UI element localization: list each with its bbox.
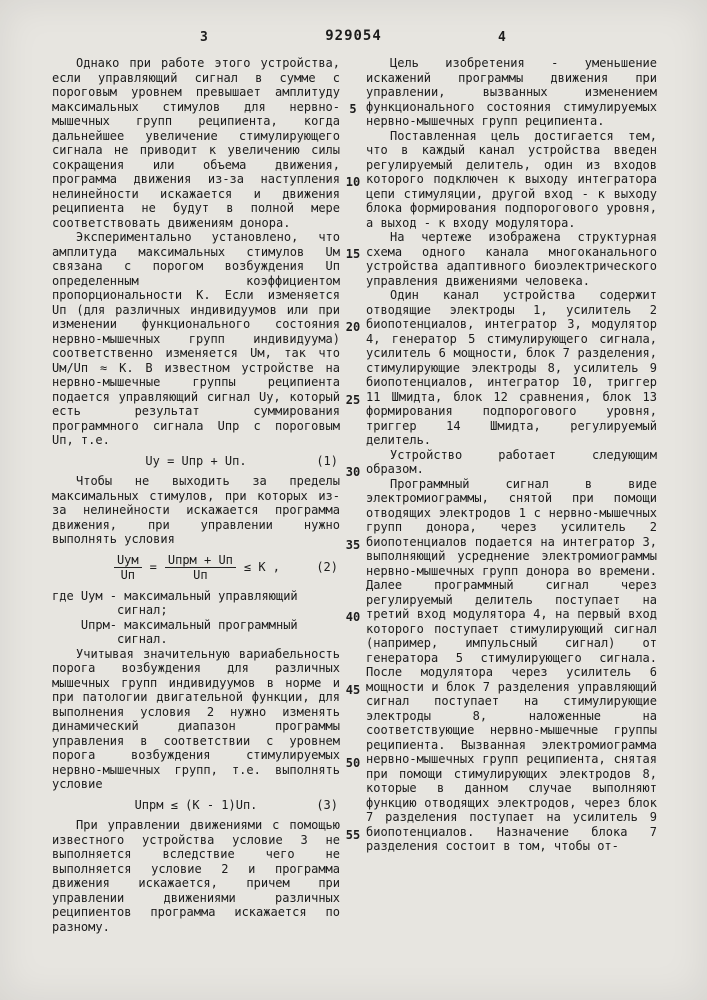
line-number: 55 bbox=[345, 828, 361, 842]
formula-text: Uу = Uпр + Uп. bbox=[145, 453, 247, 468]
line-number: 5 bbox=[349, 102, 357, 116]
line-number: 30 bbox=[345, 465, 361, 479]
line-number: 10 bbox=[345, 175, 361, 189]
fraction-denominator: Uп bbox=[120, 568, 136, 582]
right-column bbox=[366, 56, 657, 934]
fraction-numerator: Uпрм + Uп bbox=[165, 553, 236, 569]
line-numbers bbox=[340, 56, 366, 934]
left-column bbox=[52, 56, 340, 934]
fraction bbox=[114, 553, 142, 583]
formula-1 bbox=[52, 454, 340, 469]
fraction bbox=[165, 553, 236, 583]
paragraph: Экспериментально установлено, что амплитуда максимальных стимулов Uм связана с порогом возбуждения Uп определенным коэффициентом пропорциональности К. Если изменяется Uп (для различных индивидуумов или при изменении функционального состояния нервно-мышечных групп индивидуума) соответственно изменяется Uм, так что Uм/Uп ≈ К. В известном устройстве на нервно-мышечные группы реципиента подается управляющий сигнал Uу, который есть результат суммирования программного сигнала Uпр с пороговым Uп, т.е. bbox=[52, 230, 340, 447]
line-number: 35 bbox=[345, 538, 361, 552]
formula-tail: ≤ К , bbox=[243, 560, 281, 575]
paragraph: Учитывая значительную вариабельность порога возбуждения для различных мышечных групп индивидуумов в норме и при патологии двигательной функции, для выполнения условия 2 нужно изменять динамический диапазон программы управления в соответствии с уровнем порога возбуждения стимулируемых нервно-мышечных групп, т.е. выполнять условие bbox=[52, 646, 340, 791]
line-number: 25 bbox=[345, 393, 361, 407]
line-number: 40 bbox=[345, 610, 361, 624]
line-number: 45 bbox=[345, 683, 361, 697]
paragraph: При управлении движениями с помощью известного устройства условие 3 не выполняется вследствие чего не выполняется условие 2 и программа движения искажается, причем при управлении движениями различных реципиентов программа искажается по разному. bbox=[52, 818, 340, 934]
formula-2 bbox=[52, 553, 340, 583]
formula-number: (1) bbox=[316, 453, 338, 468]
text-columns bbox=[52, 56, 657, 934]
line-number: 15 bbox=[345, 247, 361, 261]
patent-number: 929054 bbox=[325, 28, 382, 44]
formula-3 bbox=[52, 798, 340, 813]
paragraph: Программный сигнал в виде электромиограммы, снятой при помощи отводящих электродов 1 с нервно-мышечных групп донора, через усилитель 2 биопотенциалов подается на интегратор 3, выполняющий усреднение электромиограммы нервно-мышечных групп донора во времени. Далее программный сигнал через регулируемый делитель поступает на третий вход модулятора 4, на первый вход которого поступает стимулирующий сигнал (например, импульсный сигнал) от генератора 5 стимулирующего сигнала. После модулятора через усилитель 6 мощности и блок 7 разделения управляющий сигнал поступает на стимулирующие электроды 8, наложенные на соответствующие нервно-мышечные группы реципиента. Вызванная электромиограмма нервно-мышечных групп реципиента, снятая при помощи стимулирующих электродов 8, которые в данном случае выполняют функцию отводящих электродов, через блок 7 разделения поступает на усилитель 9 биопотенциалов. Назначение блока 7 разделения состоит в том, чтобы от- bbox=[366, 476, 657, 853]
line-number: 50 bbox=[345, 756, 361, 770]
fraction-numerator: Uум bbox=[114, 553, 142, 569]
formula-text: Uпрм ≤ (К - 1)Uп. bbox=[134, 797, 258, 812]
paragraph: Чтобы не выходить за пределы максимальных стимулов, при которых из-за нелинейности искажается программа движения, при управлении нужно выполнять условия bbox=[52, 474, 340, 546]
where-clause: где Uум - максимальный управляющий сигнал; Uпрм- максимальный программный сигнал. bbox=[52, 588, 298, 646]
paragraph: Устройство работает следующим образом. bbox=[366, 447, 657, 476]
paragraph: Один канал устройства содержит отводящие электроды 1, усилитель 2 биопотенциалов, интегратор 3, модулятор 4, генератор 5 стимулирующего сигнала, усилитель 6 мощности, блок 7 разделения, стимулирующие электроды 8, усилитель 9 биопотенциалов, интегратор 10, триггер 11 Шмидта, блок 12 сравнения, блок 13 формирования подпорогового уровня, триггер 14 Шмидта, регулируемый делитель. bbox=[366, 288, 657, 447]
paragraph: Однако при работе этого устройства, если управляющий сигнал в сумме с пороговым уровнем превышает амплитуду максимальных стимулов для нервно-мышечных групп реципиента, когда дальнейшее увеличение стимулирующего сигнала не приводит к увеличению силы сокращения или объема движения, программа движения из-за наступления нелинейности искажается и движения реципиента не будут в полной мере соответствовать движениям донора. bbox=[52, 56, 340, 230]
line-number: 20 bbox=[345, 320, 361, 334]
formula-number: (2) bbox=[316, 560, 338, 575]
formula-number: (3) bbox=[316, 797, 338, 812]
equals-sign: = bbox=[149, 560, 157, 575]
left-column-number: 3 bbox=[200, 30, 208, 45]
paragraph: Поставленная цель достигается тем, что в каждый канал устройства введен регулируемый делитель, один из входов которого подключен к выходу интегратора цепи стимуляции, другой вход - к выходу блока формирования подпорогового уровня, а выход - к входу модулятора. bbox=[366, 128, 657, 230]
paragraph: На чертеже изображена структурная схема одного канала многоканального устройства адаптивного биоэлектрического управления движениями человека. bbox=[366, 230, 657, 288]
fraction-denominator: Uп bbox=[193, 568, 208, 582]
right-column-number: 4 bbox=[498, 30, 506, 45]
paragraph: Цель изобретения - уменьшение искажений программы движения при управлении, вызванных изменением функционального состояния стимулируемых нервно-мышечных групп реципиента. bbox=[366, 56, 657, 128]
